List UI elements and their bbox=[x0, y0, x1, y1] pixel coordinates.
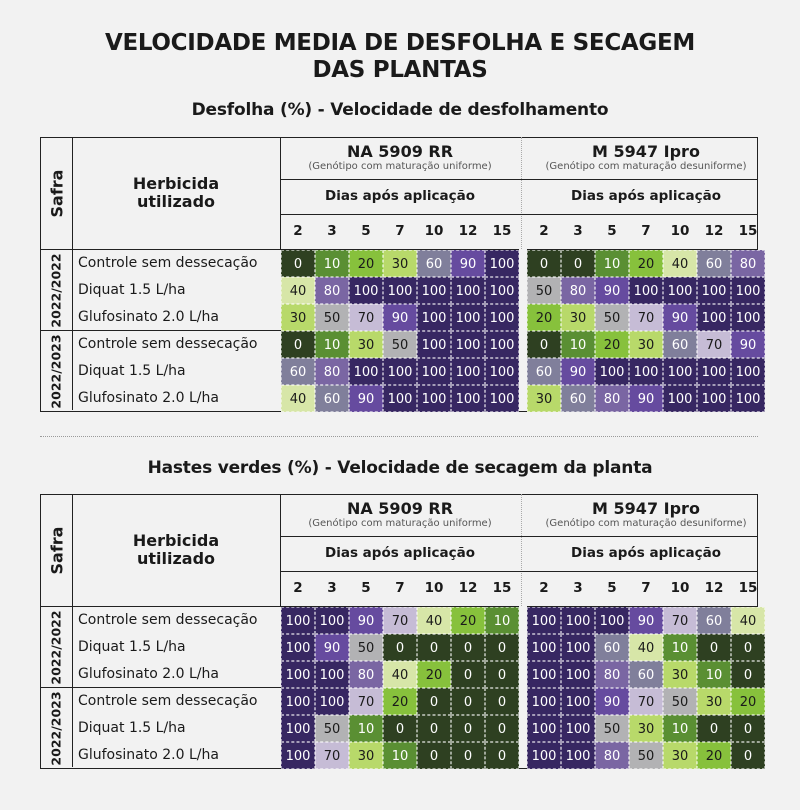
herbicide-label: Glufosinato 2.0 L/ha bbox=[78, 309, 219, 325]
day-header: 10 bbox=[670, 580, 690, 596]
value-cell: 90 bbox=[595, 688, 629, 715]
value-cell: 100 bbox=[315, 688, 349, 715]
value-cell: 100 bbox=[731, 385, 765, 412]
value-cell: 30 bbox=[663, 661, 697, 688]
value-cell: 100 bbox=[417, 277, 451, 304]
days-after-application-header: Dias após aplicação bbox=[325, 188, 475, 204]
safra-year-label: 2022/2022 bbox=[49, 610, 64, 685]
value-cell: 50 bbox=[315, 304, 349, 331]
column-divider bbox=[72, 137, 73, 410]
herbicide-label: Diquat 1.5 L/ha bbox=[78, 720, 186, 736]
value-cell: 100 bbox=[281, 742, 315, 769]
days-after-application-header: Dias após aplicação bbox=[325, 545, 475, 561]
value-cell: 100 bbox=[451, 277, 485, 304]
genotype-gap bbox=[519, 606, 527, 767]
genotype-header bbox=[527, 137, 765, 179]
herbicide-header: Herbicida utilizado bbox=[132, 531, 220, 568]
value-cell: 20 bbox=[349, 250, 383, 277]
value-cell: 0 bbox=[731, 715, 765, 742]
value-cell: 100 bbox=[663, 385, 697, 412]
value-cell: 100 bbox=[281, 688, 315, 715]
value-cell: 20 bbox=[417, 661, 451, 688]
value-cell: 100 bbox=[527, 661, 561, 688]
value-cell: 80 bbox=[561, 277, 595, 304]
value-cell: 0 bbox=[451, 661, 485, 688]
value-cell: 60 bbox=[315, 385, 349, 412]
value-cell: 30 bbox=[697, 688, 731, 715]
row-divider bbox=[280, 214, 758, 215]
genotype-description: (Genótipo com maturação uniforme) bbox=[308, 161, 492, 172]
day-header: 7 bbox=[641, 223, 651, 239]
day-header: 5 bbox=[361, 223, 371, 239]
value-cell: 0 bbox=[731, 634, 765, 661]
value-cell: 0 bbox=[451, 715, 485, 742]
value-cell: 0 bbox=[485, 715, 519, 742]
value-cell: 80 bbox=[595, 742, 629, 769]
section-title-hastes-verdes: Hastes verdes (%) - Velocidade de secagem da planta bbox=[147, 458, 653, 478]
value-cell: 0 bbox=[527, 331, 561, 358]
safra-header bbox=[41, 494, 72, 606]
value-cell: 100 bbox=[731, 358, 765, 385]
value-cell: 50 bbox=[527, 277, 561, 304]
section-title-desfolha: Desfolha (%) - Velocidade de desfolhamento bbox=[191, 100, 609, 120]
value-cell: 100 bbox=[417, 331, 451, 358]
section-divider bbox=[40, 436, 758, 437]
value-cell: 0 bbox=[417, 715, 451, 742]
value-cell: 30 bbox=[349, 331, 383, 358]
day-header: 12 bbox=[704, 580, 724, 596]
value-cell: 10 bbox=[663, 634, 697, 661]
value-cell: 50 bbox=[595, 715, 629, 742]
value-cell: 100 bbox=[451, 385, 485, 412]
value-cell: 60 bbox=[595, 634, 629, 661]
value-cell: 0 bbox=[451, 742, 485, 769]
value-cell: 0 bbox=[485, 634, 519, 661]
safra-year-label: 2022/2022 bbox=[49, 253, 64, 328]
value-cell: 40 bbox=[731, 607, 765, 634]
day-header: 3 bbox=[327, 223, 337, 239]
herbicide-label: Diquat 1.5 L/ha bbox=[78, 639, 186, 655]
value-cell: 80 bbox=[595, 385, 629, 412]
value-cell: 30 bbox=[629, 331, 663, 358]
value-cell: 10 bbox=[349, 715, 383, 742]
value-cell: 50 bbox=[349, 634, 383, 661]
value-cell: 100 bbox=[527, 688, 561, 715]
value-cell: 60 bbox=[281, 358, 315, 385]
value-cell: 40 bbox=[417, 607, 451, 634]
value-cell: 100 bbox=[527, 742, 561, 769]
value-cell: 100 bbox=[561, 715, 595, 742]
value-cell: 100 bbox=[485, 277, 519, 304]
row-divider bbox=[280, 571, 758, 572]
value-cell: 100 bbox=[595, 607, 629, 634]
value-cell: 50 bbox=[315, 715, 349, 742]
value-cell: 0 bbox=[697, 634, 731, 661]
value-cell: 80 bbox=[315, 277, 349, 304]
herbicide-label: Controle sem dessecação bbox=[78, 255, 258, 271]
value-cell: 50 bbox=[595, 304, 629, 331]
day-header: 2 bbox=[539, 223, 549, 239]
value-cell: 80 bbox=[731, 250, 765, 277]
value-cell: 70 bbox=[349, 688, 383, 715]
value-cell: 100 bbox=[561, 634, 595, 661]
day-header: 5 bbox=[607, 223, 617, 239]
value-cell: 100 bbox=[731, 304, 765, 331]
genotype-header bbox=[527, 494, 765, 536]
value-cell: 100 bbox=[485, 304, 519, 331]
value-cell: 100 bbox=[417, 385, 451, 412]
value-cell: 60 bbox=[561, 385, 595, 412]
genotype-description: (Genótipo com maturação desuniforme) bbox=[545, 518, 747, 529]
day-header: 3 bbox=[573, 580, 583, 596]
day-header: 5 bbox=[607, 580, 617, 596]
column-divider bbox=[280, 494, 281, 606]
value-cell: 90 bbox=[349, 607, 383, 634]
value-cell: 100 bbox=[281, 634, 315, 661]
value-cell: 40 bbox=[281, 385, 315, 412]
column-divider bbox=[280, 137, 281, 249]
value-cell: 80 bbox=[315, 358, 349, 385]
page-title: VELOCIDADE MEDIA DE DESFOLHA E SECAGEM DAS PLANTAS bbox=[104, 30, 695, 83]
day-header: 15 bbox=[492, 580, 512, 596]
day-header: 5 bbox=[361, 580, 371, 596]
value-cell: 90 bbox=[451, 250, 485, 277]
row-divider bbox=[280, 179, 758, 180]
value-cell: 20 bbox=[527, 304, 561, 331]
value-cell: 70 bbox=[383, 607, 417, 634]
day-header: 15 bbox=[492, 223, 512, 239]
safra-year bbox=[41, 250, 72, 331]
value-cell: 100 bbox=[281, 661, 315, 688]
value-cell: 100 bbox=[561, 661, 595, 688]
value-cell: 10 bbox=[561, 331, 595, 358]
value-cell: 100 bbox=[595, 358, 629, 385]
value-cell: 30 bbox=[629, 715, 663, 742]
herbicide-label: Diquat 1.5 L/ha bbox=[78, 363, 186, 379]
value-cell: 100 bbox=[697, 385, 731, 412]
value-cell: 90 bbox=[663, 304, 697, 331]
value-cell: 10 bbox=[485, 607, 519, 634]
herbicide-label: Controle sem dessecação bbox=[78, 336, 258, 352]
safra-year bbox=[41, 607, 72, 688]
value-cell: 0 bbox=[485, 742, 519, 769]
value-cell: 100 bbox=[281, 607, 315, 634]
value-cell: 0 bbox=[383, 634, 417, 661]
value-cell: 100 bbox=[485, 331, 519, 358]
herbicide-label: Diquat 1.5 L/ha bbox=[78, 282, 186, 298]
value-cell: 100 bbox=[451, 331, 485, 358]
table-desfolha bbox=[40, 137, 761, 412]
value-cell: 100 bbox=[561, 688, 595, 715]
value-cell: 90 bbox=[315, 634, 349, 661]
value-cell: 50 bbox=[629, 742, 663, 769]
genotype-gap bbox=[519, 249, 527, 410]
herbicide-label: Glufosinato 2.0 L/ha bbox=[78, 666, 219, 682]
day-header: 7 bbox=[395, 580, 405, 596]
value-cell: 100 bbox=[383, 277, 417, 304]
value-cell: 30 bbox=[527, 385, 561, 412]
safra-year bbox=[41, 688, 72, 769]
value-cell: 10 bbox=[315, 331, 349, 358]
value-cell: 30 bbox=[383, 250, 417, 277]
value-cell: 10 bbox=[315, 250, 349, 277]
value-cell: 70 bbox=[315, 742, 349, 769]
value-cell: 30 bbox=[561, 304, 595, 331]
value-cell: 100 bbox=[349, 277, 383, 304]
genotype-name: NA 5909 RR bbox=[346, 142, 454, 161]
value-cell: 100 bbox=[731, 277, 765, 304]
value-cell: 40 bbox=[663, 250, 697, 277]
safra-label: Safra bbox=[47, 169, 66, 217]
safra-year bbox=[41, 331, 72, 412]
day-header: 2 bbox=[539, 580, 549, 596]
value-cell: 70 bbox=[629, 304, 663, 331]
genotype-description: (Genótipo com maturação uniforme) bbox=[308, 518, 492, 529]
genotype-divider bbox=[521, 137, 522, 249]
value-cell: 60 bbox=[697, 607, 731, 634]
day-header: 7 bbox=[641, 580, 651, 596]
day-header: 12 bbox=[458, 580, 478, 596]
value-cell: 0 bbox=[731, 661, 765, 688]
value-cell: 60 bbox=[697, 250, 731, 277]
value-cell: 100 bbox=[281, 715, 315, 742]
value-cell: 60 bbox=[663, 331, 697, 358]
genotype-name: M 5947 Ipro bbox=[592, 142, 700, 161]
day-header: 7 bbox=[395, 223, 405, 239]
value-cell: 0 bbox=[281, 331, 315, 358]
value-cell: 100 bbox=[315, 661, 349, 688]
value-cell: 60 bbox=[629, 661, 663, 688]
genotype-divider bbox=[521, 494, 522, 606]
day-header: 3 bbox=[327, 580, 337, 596]
value-cell: 100 bbox=[561, 607, 595, 634]
value-cell: 40 bbox=[281, 277, 315, 304]
day-header: 3 bbox=[573, 223, 583, 239]
safra-year-label: 2022/2023 bbox=[49, 334, 64, 409]
value-cell: 100 bbox=[451, 304, 485, 331]
value-cell: 100 bbox=[527, 715, 561, 742]
value-cell: 50 bbox=[383, 331, 417, 358]
days-after-application-header: Dias após aplicação bbox=[571, 545, 721, 561]
genotype-name: NA 5909 RR bbox=[346, 499, 454, 518]
value-cell: 100 bbox=[383, 358, 417, 385]
value-cell: 0 bbox=[697, 715, 731, 742]
value-cell: 90 bbox=[731, 331, 765, 358]
herbicide-label: Controle sem dessecação bbox=[78, 612, 258, 628]
value-cell: 100 bbox=[527, 634, 561, 661]
value-cell: 70 bbox=[629, 688, 663, 715]
value-cell: 50 bbox=[663, 688, 697, 715]
value-cell: 100 bbox=[697, 304, 731, 331]
value-cell: 30 bbox=[663, 742, 697, 769]
value-cell: 100 bbox=[315, 607, 349, 634]
value-cell: 0 bbox=[383, 715, 417, 742]
row-divider bbox=[280, 536, 758, 537]
days-after-application-header: Dias após aplicação bbox=[571, 188, 721, 204]
value-cell: 80 bbox=[595, 661, 629, 688]
value-cell: 100 bbox=[629, 358, 663, 385]
value-cell: 90 bbox=[629, 385, 663, 412]
value-cell: 60 bbox=[417, 250, 451, 277]
value-cell: 100 bbox=[527, 607, 561, 634]
herbicide-label: Controle sem dessecação bbox=[78, 693, 258, 709]
value-cell: 30 bbox=[281, 304, 315, 331]
value-cell: 70 bbox=[697, 331, 731, 358]
value-cell: 20 bbox=[451, 607, 485, 634]
value-cell: 10 bbox=[697, 661, 731, 688]
day-header: 15 bbox=[738, 580, 758, 596]
genotype-header bbox=[281, 494, 519, 536]
herbicide-label: Glufosinato 2.0 L/ha bbox=[78, 747, 219, 763]
value-cell: 30 bbox=[349, 742, 383, 769]
value-cell: 90 bbox=[561, 358, 595, 385]
day-header: 12 bbox=[704, 223, 724, 239]
value-cell: 100 bbox=[485, 358, 519, 385]
safra-year-label: 2022/2023 bbox=[49, 691, 64, 766]
value-cell: 100 bbox=[697, 277, 731, 304]
day-header: 12 bbox=[458, 223, 478, 239]
table-hastes-verdes bbox=[40, 494, 758, 769]
value-cell: 20 bbox=[629, 250, 663, 277]
day-header: 10 bbox=[424, 580, 444, 596]
value-cell: 40 bbox=[383, 661, 417, 688]
value-cell: 10 bbox=[595, 250, 629, 277]
value-cell: 0 bbox=[561, 250, 595, 277]
day-header: 15 bbox=[738, 223, 758, 239]
value-cell: 0 bbox=[527, 250, 561, 277]
value-cell: 20 bbox=[731, 688, 765, 715]
value-cell: 100 bbox=[663, 277, 697, 304]
herbicide-label: Glufosinato 2.0 L/ha bbox=[78, 390, 219, 406]
value-cell: 0 bbox=[417, 688, 451, 715]
value-cell: 90 bbox=[595, 277, 629, 304]
value-cell: 20 bbox=[383, 688, 417, 715]
value-cell: 100 bbox=[697, 358, 731, 385]
value-cell: 100 bbox=[485, 385, 519, 412]
safra-label: Safra bbox=[47, 526, 66, 574]
value-cell: 10 bbox=[663, 715, 697, 742]
value-cell: 100 bbox=[451, 358, 485, 385]
value-cell: 0 bbox=[485, 661, 519, 688]
value-cell: 100 bbox=[629, 277, 663, 304]
value-cell: 0 bbox=[451, 688, 485, 715]
herbicide-header: Herbicida utilizado bbox=[132, 174, 220, 211]
day-header: 2 bbox=[293, 580, 303, 596]
value-cell: 100 bbox=[663, 358, 697, 385]
value-cell: 70 bbox=[663, 607, 697, 634]
value-cell: 0 bbox=[485, 688, 519, 715]
value-cell: 100 bbox=[417, 358, 451, 385]
value-cell: 100 bbox=[417, 304, 451, 331]
value-cell: 0 bbox=[417, 634, 451, 661]
value-cell: 10 bbox=[383, 742, 417, 769]
value-cell: 90 bbox=[349, 385, 383, 412]
column-divider bbox=[72, 494, 73, 767]
value-cell: 0 bbox=[417, 742, 451, 769]
value-cell: 100 bbox=[349, 358, 383, 385]
value-cell: 20 bbox=[595, 331, 629, 358]
genotype-name: M 5947 Ipro bbox=[592, 499, 700, 518]
value-cell: 100 bbox=[561, 742, 595, 769]
value-cell: 70 bbox=[349, 304, 383, 331]
day-header: 2 bbox=[293, 223, 303, 239]
genotype-description: (Genótipo com maturação desuniforme) bbox=[545, 161, 747, 172]
value-cell: 20 bbox=[697, 742, 731, 769]
day-header: 10 bbox=[670, 223, 690, 239]
value-cell: 0 bbox=[451, 634, 485, 661]
genotype-header bbox=[281, 137, 519, 179]
safra-header bbox=[41, 137, 72, 249]
value-cell: 90 bbox=[629, 607, 663, 634]
value-cell: 100 bbox=[485, 250, 519, 277]
value-cell: 60 bbox=[527, 358, 561, 385]
value-cell: 100 bbox=[383, 385, 417, 412]
value-cell: 0 bbox=[731, 742, 765, 769]
value-cell: 0 bbox=[281, 250, 315, 277]
value-cell: 90 bbox=[383, 304, 417, 331]
value-cell: 80 bbox=[349, 661, 383, 688]
value-cell: 40 bbox=[629, 634, 663, 661]
day-header: 10 bbox=[424, 223, 444, 239]
